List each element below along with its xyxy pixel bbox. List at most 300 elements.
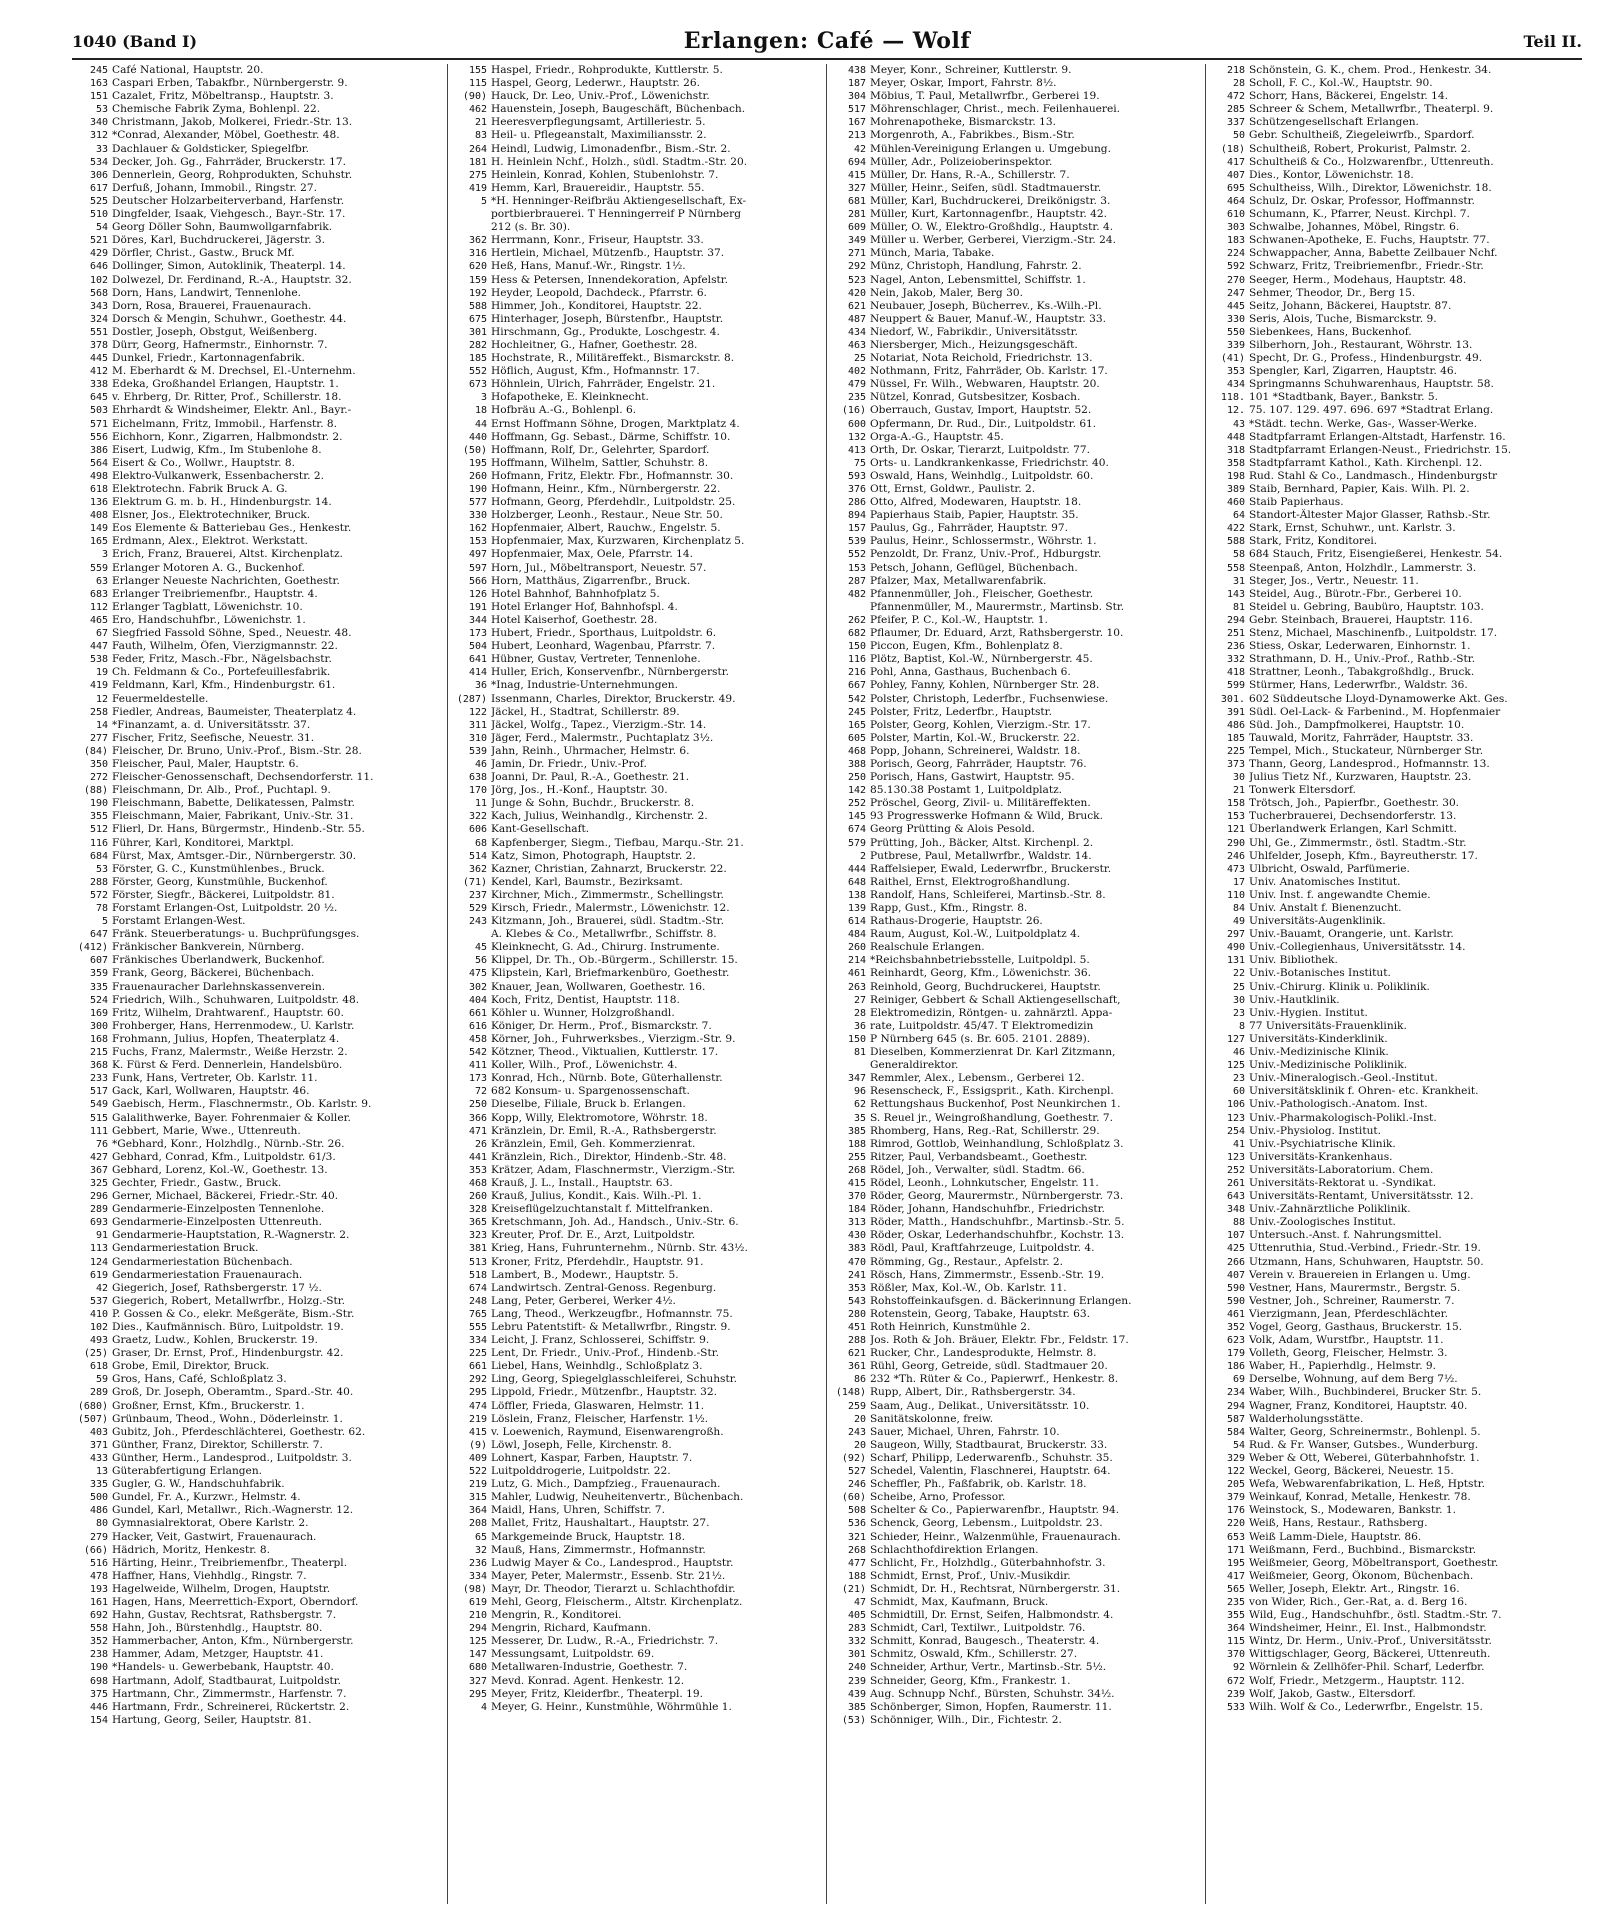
entry-text: Univ.-Botanisches Institut.	[1249, 967, 1391, 980]
entry-text: Papierhaus Staib, Papier, Hauptstr. 35.	[870, 509, 1079, 522]
entry-text: Verein v. Brauereien in Erlangen u. Umg.	[1249, 1268, 1471, 1281]
entry-text: Gaebisch, Herm., Flaschnermstr., Ob. Karlstr. 9.	[112, 1098, 372, 1111]
entry-text: Schumann, K., Pfarrer, Neust. Kirchpl. 7.	[1249, 208, 1470, 221]
phone-number: 3	[480, 392, 487, 404]
entry-text: Heeresverpflegungsamt, Artilleriestr. 5.	[491, 116, 706, 129]
phone-number: 285	[1226, 104, 1245, 116]
entry-text: Nein, Jakob, Maler, Berg 30.	[870, 286, 1023, 299]
entry-text: 75. 107. 129. 497. 696. 697 *Stadtrat Erlang.	[1249, 404, 1494, 417]
phone-number: 306	[89, 169, 108, 181]
entry-text: Decker, Joh. Gg., Fahrräder, Bruckerstr. 17.	[112, 155, 346, 168]
directory-entry	[830, 1007, 1202, 1020]
entry-text: Gebr. Steinbach, Brauerei, Hauptstr. 116.	[1249, 613, 1473, 626]
directory-entry	[830, 1072, 1202, 1085]
entry-text: Univ. Anatomisches Institut.	[1249, 875, 1401, 888]
directory-entry	[451, 1138, 823, 1151]
directory-entry	[451, 1544, 823, 1557]
directory-entry	[1209, 129, 1581, 142]
phone-number: 190	[468, 484, 487, 495]
entry-text: Rud. Stahl & Co., Landmasch., Hindenburgstr	[1249, 469, 1498, 482]
entry-text: Schmitt, Konrad, Baugesch., Theaterstr. 4.	[870, 1635, 1100, 1648]
phone-number: 682	[847, 628, 866, 640]
phone-number: 301	[847, 1649, 866, 1661]
phone-number: 246	[1226, 850, 1245, 862]
directory-entry	[1209, 535, 1581, 548]
phone-number: 205	[1226, 1479, 1245, 1491]
entry-text: Siebenkees, Hans, Buckenhof.	[1249, 325, 1412, 338]
directory-entry	[72, 1020, 444, 1033]
directory-entry	[830, 1125, 1202, 1138]
entry-text: Rödl, Paul, Kraftfahrzeuge, Luitpoldstr. 4.	[870, 1242, 1095, 1255]
directory-entry	[1209, 431, 1581, 444]
directory-entry	[830, 1269, 1202, 1282]
directory-entry	[72, 1465, 444, 1478]
directory-entry	[830, 548, 1202, 561]
entry-text: Hofbräu A.-G., Bohlenpl. 6.	[491, 404, 637, 417]
directory-entry	[830, 902, 1202, 915]
phone-number: 894	[847, 510, 866, 522]
directory-entry	[72, 1373, 444, 1386]
phone-number: 181	[468, 156, 487, 168]
directory-entry	[72, 1308, 444, 1321]
phone-number: 571	[89, 418, 108, 430]
directory-entry	[830, 1504, 1202, 1517]
entry-text: Eisert & Co., Wollwr., Hauptstr. 8.	[112, 456, 295, 469]
phone-number: 358	[1226, 457, 1245, 469]
phone-number: 283	[847, 1623, 866, 1635]
entry-text: Caspari Erben, Tabakfbr., Nürnbergerstr. 9.	[112, 77, 348, 90]
directory-entry	[830, 1229, 1202, 1242]
directory-entry	[72, 1072, 444, 1085]
entry-text: Randolf, Hans, Schleiferei, Martinsb.-Str. 8.	[870, 888, 1106, 901]
phone-number: 391	[1226, 706, 1245, 718]
entry-text: Erdmann, Alex., Elektrot. Werkstatt.	[112, 535, 308, 548]
directory-entry	[830, 116, 1202, 129]
directory-entry	[1209, 915, 1581, 928]
phone-number: 190	[89, 798, 108, 810]
phone-number: 161	[89, 1596, 108, 1608]
entry-text: 212 (s. Br. 30).	[491, 221, 571, 234]
phone-number	[830, 601, 870, 614]
entry-text: Müller, Adr., Polizeioberinspektor.	[870, 155, 1053, 168]
entry-text: Resenscheck, F., Essigsprit., Kath. Kirchenpl.	[870, 1085, 1114, 1098]
entry-text: Rucker, Chr., Landesprodukte, Helmstr. 8.	[870, 1347, 1097, 1360]
entry-text: Röder, Matth., Handschuhfbr., Martinsb.-Str. 5.	[870, 1216, 1125, 1229]
directory-entry	[451, 1635, 823, 1648]
entry-text: Rößler, Max, Kol.-W., Ob. Karlstr. 11.	[870, 1281, 1067, 1294]
entry-text: Mayr, Dr. Theodor, Tierarzt u. Schlachthofdir.	[491, 1582, 736, 1595]
phone-number: 429	[89, 248, 108, 260]
directory-entry	[72, 745, 444, 758]
entry-text: Pfannenmüller, M., Maurermstr., Martinsb. Str.	[870, 600, 1125, 613]
phone-number: 378	[89, 339, 108, 351]
entry-text: Univ.-Mineralogisch.-Geol.-Institut.	[1249, 1072, 1438, 1085]
phone-number: 434	[1226, 379, 1245, 391]
phone-number: 245	[847, 706, 866, 718]
directory-entry	[451, 64, 823, 77]
phone-number: (53)	[841, 1714, 866, 1726]
phone-number: 605	[847, 732, 866, 744]
entry-text: Pfannenmüller, Joh., Fleischer, Goethestr.	[870, 587, 1094, 600]
directory-entry	[72, 1661, 444, 1674]
directory-entry	[72, 837, 444, 850]
entry-text: Heß, Hans, Manuf.-Wr., Ringstr. 1½.	[491, 260, 686, 273]
entry-text: Uhl, Ge., Zimmermstr., östl. Stadtm.-Str.	[1249, 836, 1467, 849]
entry-text: Hopfenmaier, Albert, Rauchw., Engelstr. 5.	[491, 522, 721, 535]
directory-entry	[72, 889, 444, 902]
phone-number: 56	[474, 955, 487, 967]
directory-entry	[451, 706, 823, 719]
entry-text: Heinlein, Konrad, Kohlen, Stubenlohstr. 7.	[491, 168, 719, 181]
entry-text: Generaldirektor.	[870, 1059, 959, 1072]
entry-text: Orga-A.-G., Hauptstr. 45.	[870, 430, 1004, 443]
phone-number: 157	[847, 523, 866, 535]
directory-entry	[830, 1164, 1202, 1177]
phone-number: 116	[89, 837, 108, 849]
entry-text: Kendel, Karl, Baumstr., Bezirksamt.	[491, 875, 683, 888]
entry-text: Himmer, Joh., Konditorei, Hauptstr. 22.	[491, 299, 702, 312]
phone-number: 618	[89, 1361, 108, 1373]
directory-entry	[1209, 601, 1581, 614]
column-1	[72, 64, 444, 1904]
directory-entry	[830, 535, 1202, 548]
entry-text: Meyer, G. Heinr., Kunstmühle, Wöhrmühle 1.	[491, 1700, 732, 1713]
entry-text: Orth, Dr. Oskar, Tierarzt, Luitpoldstr. 77.	[870, 443, 1090, 456]
phone-number: 355	[89, 811, 108, 823]
entry-text: Gubitz, Joh., Pferdeschlächterei, Goethestr. 62.	[112, 1425, 366, 1438]
phone-number: 590	[1226, 1282, 1245, 1294]
phone-number: (98)	[462, 1583, 487, 1595]
entry-text: Messungsamt, Luitpoldstr. 69.	[491, 1648, 655, 1661]
phone-number: 65	[474, 1531, 487, 1543]
entry-text: Steenpaß, Anton, Holzhdlr., Lammerstr. 3.	[1249, 561, 1477, 574]
entry-text: Schönstein, G. K., chem. Prod., Henkestr. 34.	[1249, 64, 1492, 76]
phone-number: 78	[95, 903, 108, 914]
directory-entry	[830, 1531, 1202, 1544]
entry-text: *Finanzamt, a. d. Universitätsstr. 37.	[112, 718, 311, 731]
directory-entry	[830, 1282, 1202, 1295]
entry-text: Rupp, Albert, Dir., Rathsbergerstr. 34.	[870, 1386, 1076, 1399]
phone-number: 539	[468, 745, 487, 757]
phone-number: 371	[89, 1439, 108, 1451]
entry-text: Erlanger Treibriemenfbr., Hauptstr. 4.	[112, 587, 318, 600]
entry-text: Förster, Siegfr., Bäckerei, Luitpoldstr. 81.	[112, 888, 335, 901]
entry-text: Fleischmann, Babette, Delikatessen, Palmstr.	[112, 797, 355, 810]
directory-entry	[451, 457, 823, 470]
entry-text: Frank, Georg, Bäckerei, Büchenbach.	[112, 967, 315, 980]
directory-entry	[1209, 287, 1581, 300]
phone-number: (60)	[841, 1492, 866, 1504]
phone-number: 121	[1226, 824, 1245, 836]
directory-entry	[1209, 588, 1581, 601]
entry-text: *Städt. techn. Werke, Gas-, Wasser-Werke.	[1249, 417, 1477, 430]
phone-number: 88	[1232, 1217, 1245, 1229]
entry-text: Weiß Lamm-Diele, Hauptstr. 86.	[1249, 1530, 1422, 1543]
phone-number: 412	[89, 366, 108, 378]
entry-text: Höhnlein, Ulrich, Fahrräder, Engelstr. 21.	[491, 378, 716, 391]
entry-text: Morgenroth, A., Fabrikbes., Bism.-Str.	[870, 129, 1075, 142]
directory-entry	[830, 928, 1202, 941]
phone-number: 287	[847, 575, 866, 587]
entry-text: Ling, Georg, Spiegelglasschleiferei, Schuhstr.	[491, 1373, 738, 1386]
directory-entry	[830, 994, 1202, 1007]
entry-text: Hopfenmaier, Max, Oele, Pfarrstr. 14.	[491, 548, 693, 561]
entry-text: Frauenauracher Darlehnskassenverein.	[112, 980, 326, 993]
directory-entry	[1209, 457, 1581, 470]
phone-number: 445	[1226, 300, 1245, 312]
directory-entry	[830, 1701, 1202, 1714]
entry-text: Führer, Karl, Konditorei, Marktpl.	[112, 836, 294, 849]
phone-number: 81	[1232, 601, 1245, 613]
directory-entry	[451, 274, 823, 287]
phone-number: 542	[468, 1047, 487, 1059]
entry-text: Löwl, Joseph, Felle, Kirchenstr. 8.	[491, 1438, 672, 1451]
directory-entry	[451, 1478, 823, 1491]
entry-text: Gebr. Schultheiß, Ziegeleiwrfb., Spardorf.	[1249, 129, 1475, 142]
directory-entry	[451, 1373, 823, 1386]
entry-text: Gechter, Friedr., Gastw., Bruck.	[112, 1176, 282, 1189]
entry-text: Weißmeier, Georg, Möbeltransport, Goethestr.	[1249, 1556, 1499, 1569]
entry-text: Junge & Sohn, Buchdr., Bruckerstr. 8.	[491, 797, 695, 810]
phone-number: 330	[468, 510, 487, 522]
phone-number: 588	[468, 300, 487, 312]
entry-text: Koch, Fritz, Dentist, Hauptstr. 118.	[491, 993, 680, 1006]
directory-entry	[830, 823, 1202, 836]
phone-number: 173	[468, 628, 487, 640]
entry-text: Gendarmerie-Einzelposten Uttenreuth.	[112, 1216, 322, 1229]
entry-text: Fleischer, Dr. Bruno, Univ.-Prof., Bism.-Str. 28.	[112, 744, 362, 757]
phone-number: 533	[1226, 1701, 1245, 1713]
directory-entry	[1209, 810, 1581, 823]
phone-number: 465	[89, 614, 108, 626]
entry-text: Kränzlein, Emil, Geh. Kommerzienrat.	[491, 1137, 696, 1150]
directory-entry	[72, 1138, 444, 1151]
entry-text: Strathmann, D. H., Univ.-Prof., Rathb.-Str.	[1249, 653, 1476, 666]
entry-text: Reiniger, Gebbert & Schall Aktiengesellschaft,	[870, 993, 1121, 1006]
phone-number: (21)	[841, 1583, 866, 1595]
phone-number: 251	[1226, 628, 1245, 640]
phone-number: 616	[468, 1020, 487, 1032]
phone-number: 245	[89, 65, 108, 76]
phone-number: 190	[89, 1662, 108, 1674]
directory-entry	[72, 771, 444, 784]
entry-text: Höflich, August, Kfm., Hofmannstr. 17.	[491, 365, 700, 378]
phone-number: 327	[468, 1675, 487, 1687]
directory-entry	[830, 679, 1202, 692]
directory-entry	[830, 771, 1202, 784]
phone-number: 300	[89, 1020, 108, 1032]
directory-entry	[72, 1085, 444, 1098]
entry-text: Walter, Georg, Schreinermstr., Bohlenpl. 5.	[1249, 1425, 1481, 1438]
entry-text: Heyder, Leopold, Dachdeck., Pfarrstr. 6.	[491, 286, 707, 299]
entry-text: Univ. Bibliothek.	[1249, 954, 1338, 967]
entry-text: Fleischmann, Maier, Fabrikant, Univ.-Str. 31.	[112, 810, 354, 823]
entry-text: Gendarmerie-Einzelposten Tennenlohe.	[112, 1203, 325, 1216]
directory-entry	[451, 627, 823, 640]
entry-text: Strattner, Leonh., Tabakgroßhdlg., Bruck.	[1249, 666, 1475, 679]
phone-number: 32	[474, 1544, 487, 1556]
entry-text: Galalithwerke, Bayer. Fohrenmaier & Koller.	[112, 1111, 351, 1124]
entry-text: Krauß, J. L., Install., Hauptstr. 63.	[491, 1176, 673, 1189]
phone-number: 214	[847, 955, 866, 967]
entry-text: P Nürnberg 645 (s. Br. 605. 2101. 2889).	[870, 1032, 1091, 1045]
phone-number: 270	[1226, 274, 1245, 286]
phone-number: 165	[89, 536, 108, 548]
phone-number: 335	[89, 981, 108, 993]
phone-number: 388	[847, 758, 866, 770]
phone-number: 12	[95, 693, 108, 705]
entry-text: Weinstock, S., Modewaren, Bankstr. 1.	[1249, 1504, 1456, 1517]
directory-entry	[1209, 116, 1581, 129]
phone-number: 84	[1232, 903, 1245, 914]
phone-number: 260	[468, 470, 487, 482]
directory-entry	[72, 1714, 444, 1727]
phone-number: 58	[1232, 549, 1245, 561]
phone-number: 26	[474, 1138, 487, 1150]
directory-entry	[830, 1256, 1202, 1269]
phone-number: 260	[468, 1191, 487, 1203]
directory-entry	[72, 1583, 444, 1596]
directory-entry	[72, 287, 444, 300]
phone-number: 486	[1226, 719, 1245, 731]
directory-entry	[451, 797, 823, 810]
phone-number: 645	[89, 392, 108, 404]
directory-entry	[72, 300, 444, 313]
directory-entry	[1209, 418, 1581, 431]
phone-number: 243	[847, 1426, 866, 1438]
header-rule	[72, 58, 1582, 60]
entry-text: Georg Döller Sohn, Baumwollgarnfabrik.	[112, 221, 333, 234]
phone-number: 42	[853, 143, 866, 155]
entry-text: Hauenstein, Joseph, Baugeschäft, Büchenbach.	[491, 103, 746, 116]
entry-text: Feldmann, Karl, Kfm., Hindenburgstr. 61.	[112, 679, 336, 692]
directory-entry	[72, 1007, 444, 1020]
entry-text: Schedel, Valentin, Flaschnerei, Hauptstr. 64.	[870, 1465, 1111, 1478]
phone-number: 542	[847, 693, 866, 705]
directory-entry	[830, 810, 1202, 823]
entry-text: Koller, Wilh., Prof., Löwenichstr. 4.	[491, 1059, 678, 1072]
entry-text: Königer, Dr. Herm., Prof., Bismarckstr. 7.	[491, 1019, 712, 1032]
directory-entry	[72, 1570, 444, 1583]
directory-entry	[72, 326, 444, 339]
directory-entry	[830, 1059, 1202, 1072]
entry-text: Leicht, J. Franz, Schlosserei, Schiffstr. 9.	[491, 1334, 710, 1347]
entry-text: Springmanns Schuhwarenhaus, Hauptstr. 58.	[1249, 378, 1494, 391]
directory-entry	[72, 1360, 444, 1373]
phone-number: 72	[474, 1086, 487, 1098]
directory-entry	[1209, 967, 1581, 980]
directory-entry	[830, 1098, 1202, 1111]
entry-text: Römming, Gg., Restaur., Apfelstr. 2.	[870, 1255, 1064, 1268]
phone-number: 28	[853, 1007, 866, 1019]
directory-entry	[72, 876, 444, 889]
phone-number: 25	[1232, 981, 1245, 993]
directory-entry	[451, 941, 823, 954]
phone-number: 264	[468, 143, 487, 155]
directory-entry	[451, 509, 823, 522]
directory-entry	[451, 732, 823, 745]
phone-number: 420	[847, 287, 866, 299]
directory-entry	[72, 562, 444, 575]
directory-entry	[1209, 313, 1581, 326]
phone-number: 427	[89, 1151, 108, 1163]
directory-entry	[1209, 1504, 1581, 1517]
phone-number: 324	[89, 313, 108, 325]
phone-number: 367	[89, 1164, 108, 1176]
phone-number: 638	[468, 772, 487, 784]
directory-entry	[830, 719, 1202, 732]
directory-entry	[1209, 719, 1581, 732]
phone-number: (287)	[456, 693, 487, 705]
phone-number: 482	[847, 588, 866, 600]
phone-number: 297	[1226, 929, 1245, 941]
phone-number: 621	[847, 300, 866, 312]
entry-text: Haspel, Friedr., Rohprodukte, Kuttlerstr. 5.	[491, 64, 723, 76]
entry-text: Piccon, Eugen, Kfm., Bohlenplatz 8.	[870, 640, 1063, 653]
directory-entry	[1209, 143, 1581, 156]
directory-entry	[451, 1622, 823, 1635]
phone-number: 92	[1232, 1662, 1245, 1674]
directory-entry	[451, 666, 823, 679]
directory-entry	[72, 1112, 444, 1125]
entry-text: Vogel, Georg, Gasthaus, Bruckerstr. 15.	[1249, 1321, 1463, 1333]
phone-number: 414	[468, 667, 487, 679]
phone-number: 579	[847, 837, 866, 849]
entry-text: Sehmer, Theodor, Dr., Berg 15.	[1249, 286, 1416, 299]
column-2	[451, 64, 823, 1904]
entry-text: Elektromedizin, Röntgen- u. zahnärztl. Appa-	[870, 1006, 1113, 1019]
entry-text: *Reichsbahnbetriebsstelle, Luitpoldpl. 5.	[870, 954, 1090, 967]
entry-text: Rapp, Gust., Kfm., Ringstr. 8.	[870, 902, 1028, 914]
directory-entry	[72, 1256, 444, 1269]
phone-number: 150	[847, 641, 866, 653]
phone-number: 136	[89, 497, 108, 509]
directory-entry	[451, 640, 823, 653]
column-3	[830, 64, 1202, 1904]
phone-number: 568	[89, 287, 108, 299]
phone-number: 383	[847, 1243, 866, 1255]
phone-number: 325	[89, 1177, 108, 1189]
directory-entry	[830, 378, 1202, 391]
entry-text: Untersuch.-Anst. f. Nahrungsmittel.	[1249, 1229, 1442, 1242]
directory-entry	[451, 1583, 823, 1596]
entry-text: Steidel, Aug., Bürotr.-Fbr., Gerberei 10.	[1249, 587, 1462, 600]
directory-entry	[451, 470, 823, 483]
entry-text: Specht, Dr. G., Profess., Hindenburgstr. 49.	[1249, 352, 1483, 365]
directory-entry	[1209, 1295, 1581, 1308]
entry-text: Haspel, Georg, Lederwr., Hauptstr. 26.	[491, 77, 700, 90]
directory-entry	[1209, 208, 1581, 221]
directory-entry	[830, 339, 1202, 352]
phone-number: 353	[847, 1282, 866, 1294]
directory-entry	[451, 129, 823, 142]
entry-text: Hubert, Friedr., Sporthaus, Luitpoldstr. 6.	[491, 627, 717, 640]
entry-text: Roth Heinrich, Kunstmühle 2.	[870, 1321, 1031, 1333]
phone-number: 327	[847, 182, 866, 194]
directory-entry	[1209, 614, 1581, 627]
phone-number: 322	[468, 811, 487, 823]
phone-number: (18)	[1220, 143, 1245, 155]
directory-entry	[451, 418, 823, 431]
directory-entry	[830, 1400, 1202, 1413]
entry-text: Giegerich, Robert, Metallwrfbr., Holzg.-Str.	[112, 1294, 345, 1307]
phone-number: 381	[468, 1243, 487, 1255]
phone-number: 430	[847, 1230, 866, 1242]
entry-text: Gendarmeriestation Frauenaurach.	[112, 1268, 303, 1281]
phone-number: (88)	[83, 785, 108, 797]
entry-text: *Inag, Industrie-Unternehmungen.	[491, 679, 678, 692]
entry-text: Universitäts-Rektorat u. -Syndikat.	[1249, 1176, 1437, 1189]
